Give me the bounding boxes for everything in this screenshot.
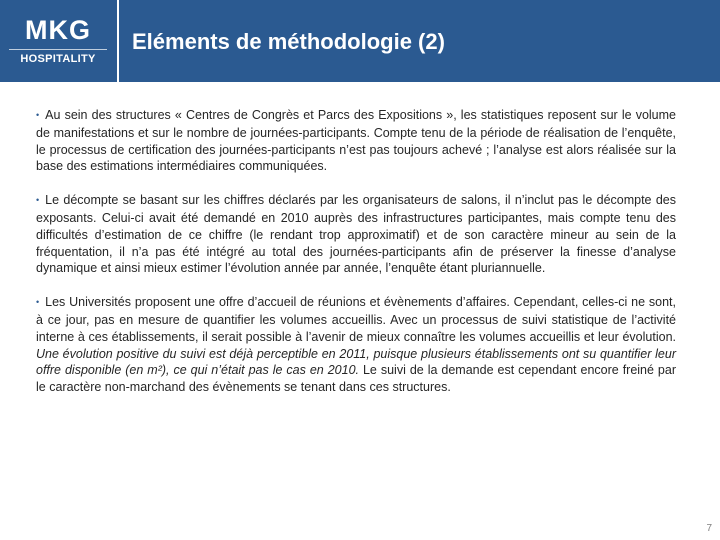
bullet-icon: •	[36, 195, 40, 206]
bullet-icon: •	[36, 110, 40, 120]
paragraph-emphasis: Une évolution positive du suivi est déjà perceptible en 2011, puisque plusieurs établissements ont su quantifier leur offre disponible (en m²), ce qui n’était pas le cas en 2010.	[36, 346, 676, 378]
slide-title: Eléments de méthodologie (2)	[132, 29, 445, 54]
body-content	[36, 107, 676, 413]
paragraph-text: Au sein des structures « Centres de Congrès et Parcs des Expositions », les statistiques reposent sur le volume de manifestations et sur le nombre de journées-participants. Compte tenu de la période de réalisation de l’enquête, le processus de certification des journées-participants n’est pas toujours achevé ; l’analyse est alors réalisée sur la base des estimations intermédiaires communiquées.	[36, 108, 676, 174]
logo	[0, 0, 116, 82]
bullet-icon: •	[36, 297, 40, 308]
paragraph-text: Les Universités proposent une offre d’accueil de réunions et évènements d’affaires. Cependant, celles-ci ne sont, à ce jour, pas en mesure de quantifier les volumes accueillis. Avec un processus de suivi statistique de l’activité interne à ces établissements, il serait possible à l’avenir de mieux connaître les volumes accueillis et leur évolution.	[36, 295, 676, 344]
paragraph-3	[36, 294, 676, 396]
logo-divider	[9, 49, 107, 50]
logo-subtitle: HOSPITALITY	[20, 53, 96, 65]
paragraph-text: Le suivi de la demande est cependant encore freiné par le caractère non-marchand des évènements se tenant dans ces structures.	[36, 363, 676, 395]
paragraph-1	[36, 107, 676, 175]
page-number: 7	[706, 523, 712, 534]
paragraph-2	[36, 192, 676, 277]
header-separator	[117, 0, 119, 82]
paragraph-text: Le décompte se basant sur les chiffres déclarés par les organisateurs de salons, il n’inclut pas le décompte des exposants. Celui-ci avait été demandé en 2010 auprès des infrastructures participantes, mais compte tenu des difficultés d’estimation de ce chiffre (le rendant trop approximatif) et de son caractère mineur au sein de la fréquentation, il n’a pas été intégré au total des journées-participants afin de préserver la finesse d’analyse dynamique et ainsi mieux estimer l’évolution année par année, l’enquête étant pluriannuelle.	[36, 193, 676, 276]
header-bar	[0, 0, 720, 82]
logo-mark: MKG	[25, 15, 91, 45]
